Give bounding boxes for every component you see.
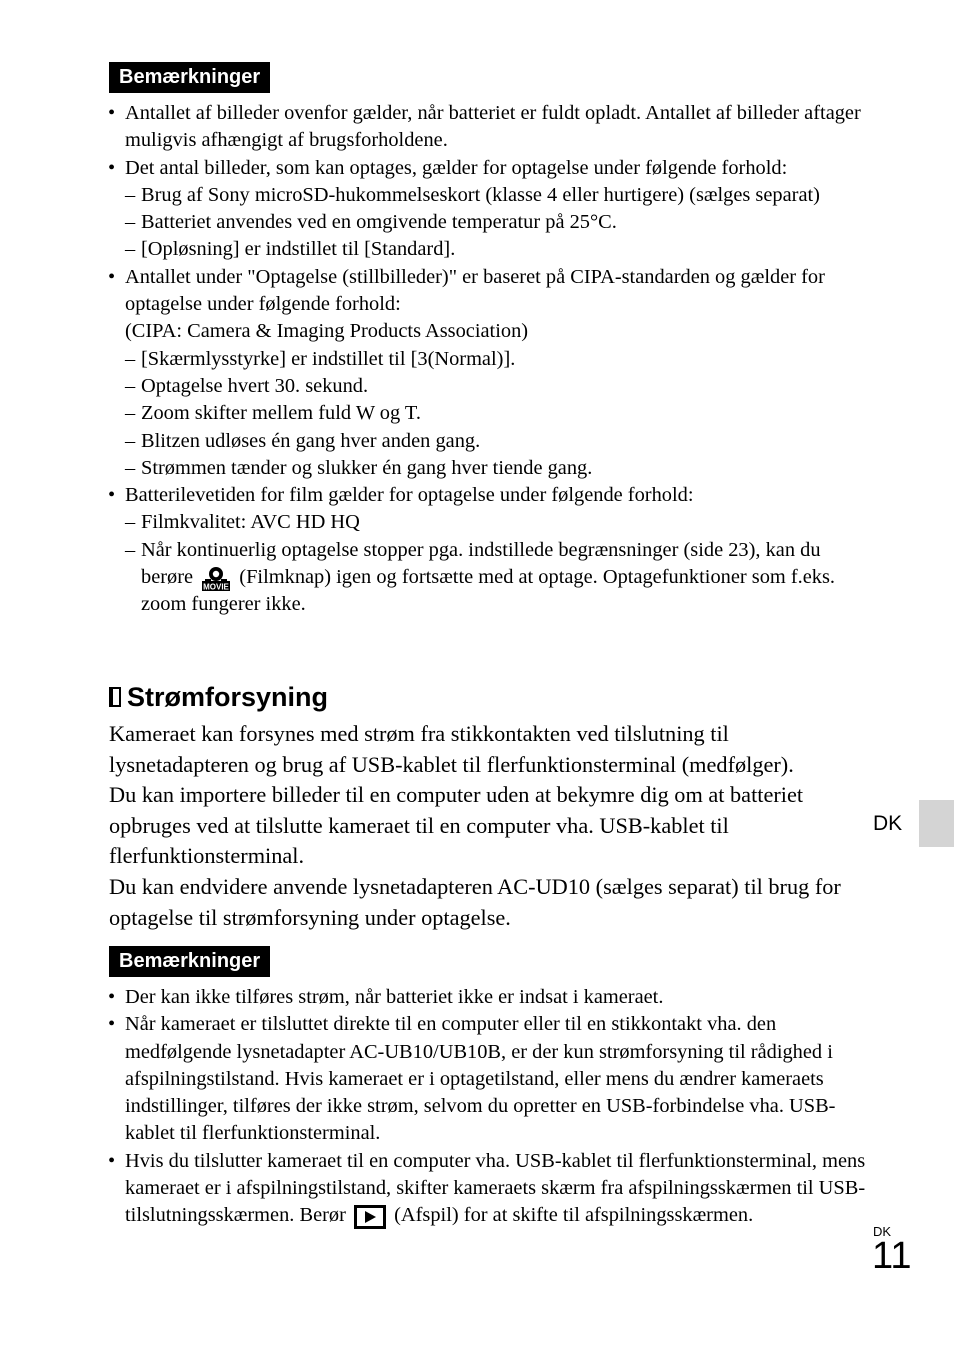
- notes-badge-1: Bemærkninger: [109, 62, 270, 93]
- sub-list: [125, 346, 868, 482]
- notes-list-2: [108, 984, 868, 1230]
- list-item: • Når kameraet er tilsluttet direkte til en computer eller til en stikkontakt vha. den medfølgende lysnetadapter AC-UB10/UB10B, er der kun strømforsyning til rådighed i afspilningstilstand. Hvis kameraet er i optagetilstand, eller mens du ændrer kameraets indstillinger, tilføres der ikke strøm, selvom du opretter en USB-forbindelse vha. USB-kablet til flerfunktionsterminal.: [108, 1011, 868, 1147]
- list-item: • Det antal billeder, som kan optages, gælder for optagelse under følgende forhold: – Brug af Sony microSD-hukommelseskort (klasse 4 eller hurtigere) (sælges separat) – Batteriet anvendes ved en omgivende temperatur på 25°C. – [Opløsning] er indstillet til [Standard].: [108, 155, 868, 264]
- sub-item: – Zoom skifter mellem fuld W og T.: [125, 400, 868, 427]
- page-language: DK: [873, 1224, 892, 1239]
- movie-button-icon: [200, 565, 232, 591]
- paragraph: Du kan endvidere anvende lysnetadapteren AC-UD10 (sælges separat) til brug for optagelse til strømforsyning under optagelse.: [109, 874, 841, 930]
- sub-item: – Når kontinuerlig optagelse stopper pga. indstillede begrænsninger (side 23), kan du berøre MOVIE (Filmknap) igen og fortsætte med at optage. Optagefunktioner som f.eks. zoom fungerer ikke.: [125, 537, 868, 619]
- sub-list: [125, 509, 868, 618]
- section-title: Strømforsyning: [127, 681, 329, 712]
- side-tab: [919, 800, 954, 847]
- sub-item: – Strømmen tænder og slukker én gang hver tiende gang.: [125, 455, 868, 482]
- notes-badge-2: Bemærkninger: [109, 946, 270, 977]
- sub-item: – [Skærmlysstyrke] er indstillet til [3(Normal)].: [125, 346, 868, 373]
- sub-item: – Brug af Sony microSD-hukommelseskort (klasse 4 eller hurtigere) (sælges separat): [125, 182, 868, 209]
- list-item: • Antallet under "Optagelse (stillbilleder)" er baseret på CIPA-standarden og gælder for optagelse under følgende forhold: (CIPA: Camera & Imaging Products Association) – [Skærmlysstyrke] er indstillet til [3(Normal)]. – Optagelse hvert 30. sekund. – Zoom skifter mellem fuld W og T. – Blitzen udløses én gang hver anden gang. – Strømmen tænder og slukker én gang hver tiende gang.: [108, 264, 868, 482]
- page-number: 11: [872, 1235, 912, 1277]
- svg-text:MOVIE: MOVIE: [203, 582, 230, 592]
- sub-list: [125, 182, 868, 264]
- notes-list-1: [108, 100, 868, 619]
- list-item: • Hvis du tilslutter kameraet til en computer vha. USB-kablet til flerfunktionsterminal, mens kameraet er i afspilningstilstand, skifter kameraets skærm fra afspilningsskærmen til USB-tilslutningsskærmen. Berør (Afspil) for at skifte til afspilningsskærmen.: [108, 1148, 868, 1230]
- paragraph: Kameraet kan forsynes med strøm fra stikkontakten ved tilslutning til lysnetadapteren og brug af USB-kablet til flerfunktionsterminal (medfølger).: [109, 721, 794, 777]
- sub-item: – [Opløsning] er indstillet til [Standard].: [125, 236, 868, 263]
- playback-icon: [353, 1204, 387, 1230]
- heading-marker-icon: [109, 687, 121, 707]
- cipa-note: (CIPA: Camera & Imaging Products Association): [125, 320, 529, 343]
- paragraph: Du kan importere billeder til en computer uden at bekymre dig om at batteriet opbruges ved at tilslutte kameraet til en computer vha. USB-kablet til flerfunktionsterminal.: [109, 782, 804, 869]
- sub-item: – Batteriet anvendes ved en omgivende temperatur på 25°C.: [125, 209, 868, 236]
- list-item: • Batterilevetiden for film gælder for optagelse under følgende forhold: – Filmkvalitet: AVC HD HQ – Når kontinuerlig optagelse stopper pga. indstillede begrænsninger (side 23), kan du berøre MOVIE (Filmknap) igen og fortsætte med at optage. Optagefunktioner som f.eks. zoom fungerer ikke.: [108, 482, 868, 619]
- sub-item: – Blitzen udløses én gang hver anden gang.: [125, 428, 868, 455]
- list-item: • Der kan ikke tilføres strøm, når batteriet ikke er indsat i kameraet.: [108, 984, 868, 1011]
- sub-item: – Optagelse hvert 30. sekund.: [125, 373, 868, 400]
- section-heading: [109, 680, 328, 714]
- sub-item: – Filmkvalitet: AVC HD HQ: [125, 509, 868, 536]
- side-tab-label: DK: [873, 812, 903, 835]
- list-item: • Antallet af billeder ovenfor gælder, når batteriet er fuldt opladt. Antallet af billeder aftager muligvis afhængigt af brugsforholdene.: [108, 100, 868, 155]
